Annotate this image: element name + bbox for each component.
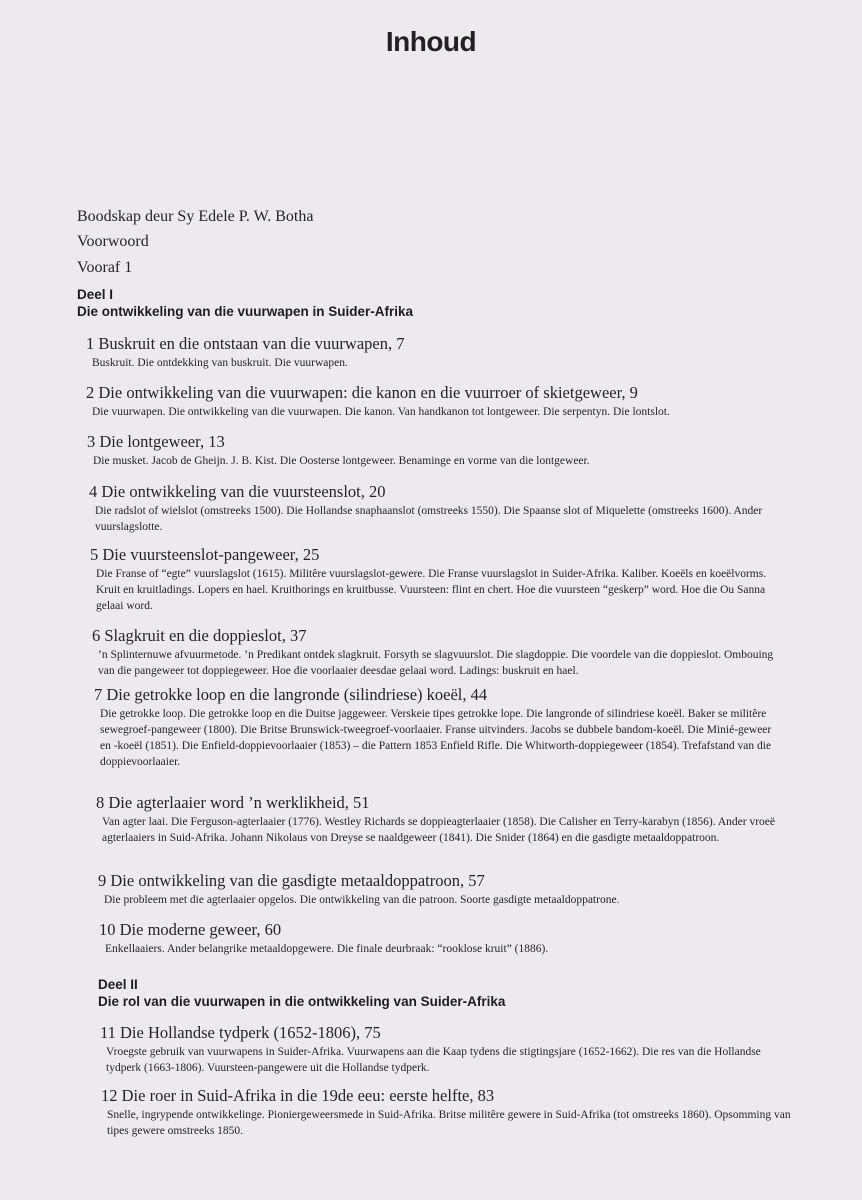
chapter-description: Die musket. Jacob de Gheijn. J. B. Kist. Die Oosterse lontgeweer. Benaminge en vorme van die lontgeweer. <box>93 455 590 467</box>
chapter-entry <box>98 871 783 908</box>
chapter-entry <box>90 545 780 614</box>
chapter-description: Die Franse of “egte” vuurslagslot (1615). Militêre vuurslagslot-gewere. Die Franse vuurslagslot in Suider-Afrika. Kaliber. Koeëls en koeëlvorms. Kruit en kruitladings. Lopers en hael. Kruithorings en kruitbusse. Vuursteen: flint en chert. Hoe die vuursteen “geskerp” word. Hoe die Ou Sanna gelaai word. <box>96 568 767 612</box>
front-matter-item: Vooraf 1 <box>77 259 133 276</box>
part-heading <box>98 976 505 1010</box>
chapter-title: 1 Buskruit en die ontstaan van die vuurwapen, 7 <box>86 334 405 353</box>
chapter-title: 6 Slagkruit en die doppieslot, 37 <box>92 626 307 645</box>
chapter-title: 10 Die moderne geweer, 60 <box>99 920 282 939</box>
chapter-description: Die radslot of wielslot (omstreeks 1500). Die Hollandse snaphaanslot (omstreeks 1550). Die Spaanse slot of Miquelette (omstreeks 1600). Ander vuurslagslotte. <box>95 505 763 533</box>
chapter-title: 7 Die getrokke loop en die langronde (silindriese) koeël, 44 <box>94 685 488 704</box>
chapter-description: Snelle, ingrypende ontwikkelinge. Pioniergeweersmede in Suid-Afrika. Britse militêre gewere in Suid-Afrika (tot omstreeks 1860). Opsomming van tipes gewere omstreeks 1850. <box>107 1109 791 1137</box>
chapter-entry <box>94 685 779 770</box>
chapter-description: Die getrokke loop. Die getrokke loop en die Duitse jaggeweer. Verskeie tipes getrokke lope. Die langronde of silindriese koeël. Baker se militêre sewegroef-pangeweer (1800). Die Britse Brunswick-tweegroef-voorlaaier. Franse uitvinders. Jacobs se dubbele bandom-koeël. Die Minié-geweer en -koeël (1851). Die Enfield-doppievoorlaaier (1853) – die Pattern 1853 Enfield Rifle. Die Whitworth-doppiegeweer (1854). Trefafstand van die doppievoorlaaier. <box>100 708 772 768</box>
chapter-entry <box>92 626 777 679</box>
front-matter-item: Voorwoord <box>77 233 149 250</box>
chapter-title: 3 Die lontgeweer, 13 <box>87 432 225 451</box>
part-label: Deel II <box>98 977 138 992</box>
chapter-title: 2 Die ontwikkeling van die vuurwapen: die kanon en die vuurroer of skietgeweer, 9 <box>86 383 638 402</box>
chapter-description: Die probleem met die agterlaaier opgelos. Die ontwikkeling van die patroon. Soorte gasdigte metaaldoppatrone. <box>104 894 620 906</box>
chapter-entry <box>87 432 787 469</box>
chapter-entry <box>100 1023 790 1076</box>
chapter-title: 12 Die roer in Suid-Afrika in die 19de eeu: eerste helfte, 83 <box>101 1086 495 1105</box>
chapter-entry <box>86 383 786 420</box>
chapter-description: Enkellaaiers. Ander belangrike metaaldopgewere. Die finale deurbraak: “rooklose kruit” (1886). <box>105 943 549 955</box>
chapter-description: Die vuurwapen. Die ontwikkeling van die vuurwapen. Die kanon. Van handkanon tot lontgeweer. Die serpentyn. Die lontslot. <box>92 406 670 418</box>
chapter-entry <box>86 334 786 371</box>
chapter-title: 11 Die Hollandse tydperk (1652-1806), 75 <box>100 1023 381 1042</box>
chapter-description: ’n Splinternuwe afvuurmetode. ’n Predikant ontdek slagkruit. Forsyth se slagvuurslot. Die slagdoppie. Die voordele van die doppieslot. Ombouing van die pangeweer tot doppiegeweer. Hoe die voorlaaier deesdae gelaai word. Ladings: buskruit en hael. <box>98 649 774 677</box>
chapter-title: 4 Die ontwikkeling van die vuursteenslot, 20 <box>89 482 386 501</box>
part-heading <box>77 286 413 320</box>
part-title: Die ontwikkeling van die vuurwapen in Suider-Afrika <box>77 304 414 319</box>
part-title: Die rol van die vuurwapen in die ontwikkeling van Suider-Afrika <box>98 994 506 1009</box>
chapter-entry <box>96 793 781 846</box>
part-label: Deel I <box>77 287 114 302</box>
chapter-title: 5 Die vuursteenslot-pangeweer, 25 <box>90 545 320 564</box>
front-matter-item: Boodskap deur Sy Edele P. W. Botha <box>77 208 314 225</box>
chapter-description: Van agter laai. Die Ferguson-agterlaaier (1776). Westley Richards se doppieagterlaaier (1858). Die Calisher en Terry-karabyn (1856). Ander vroeë agterlaaiers in Suid-Afrika. Johann Nikolaus von Dreyse se naaldgeweer (1841). Die Snider (1864) en die gasdigte metaaldoppatroon. <box>102 816 776 844</box>
chapter-entry <box>89 482 779 535</box>
chapter-description: Buskruit. Die ontdekking van buskruit. Die vuurwapen. <box>92 357 348 369</box>
chapter-title: 8 Die agterlaaier word ’n werklikheid, 51 <box>96 793 370 812</box>
chapter-entry <box>101 1086 791 1139</box>
chapter-description: Vroegste gebruik van vuurwapens in Suider-Afrika. Vuurwapens aan die Kaap tydens die stigtingsjare (1652-1662). Die res van die Hollandse tydperk (1663-1806). Vuursteen-pangewere uit die Hollandse tydperk. <box>106 1046 761 1074</box>
chapter-entry <box>99 920 784 957</box>
chapter-title: 9 Die ontwikkeling van die gasdigte metaaldoppatroon, 57 <box>98 871 485 890</box>
page-title: Inhoud <box>385 26 477 57</box>
